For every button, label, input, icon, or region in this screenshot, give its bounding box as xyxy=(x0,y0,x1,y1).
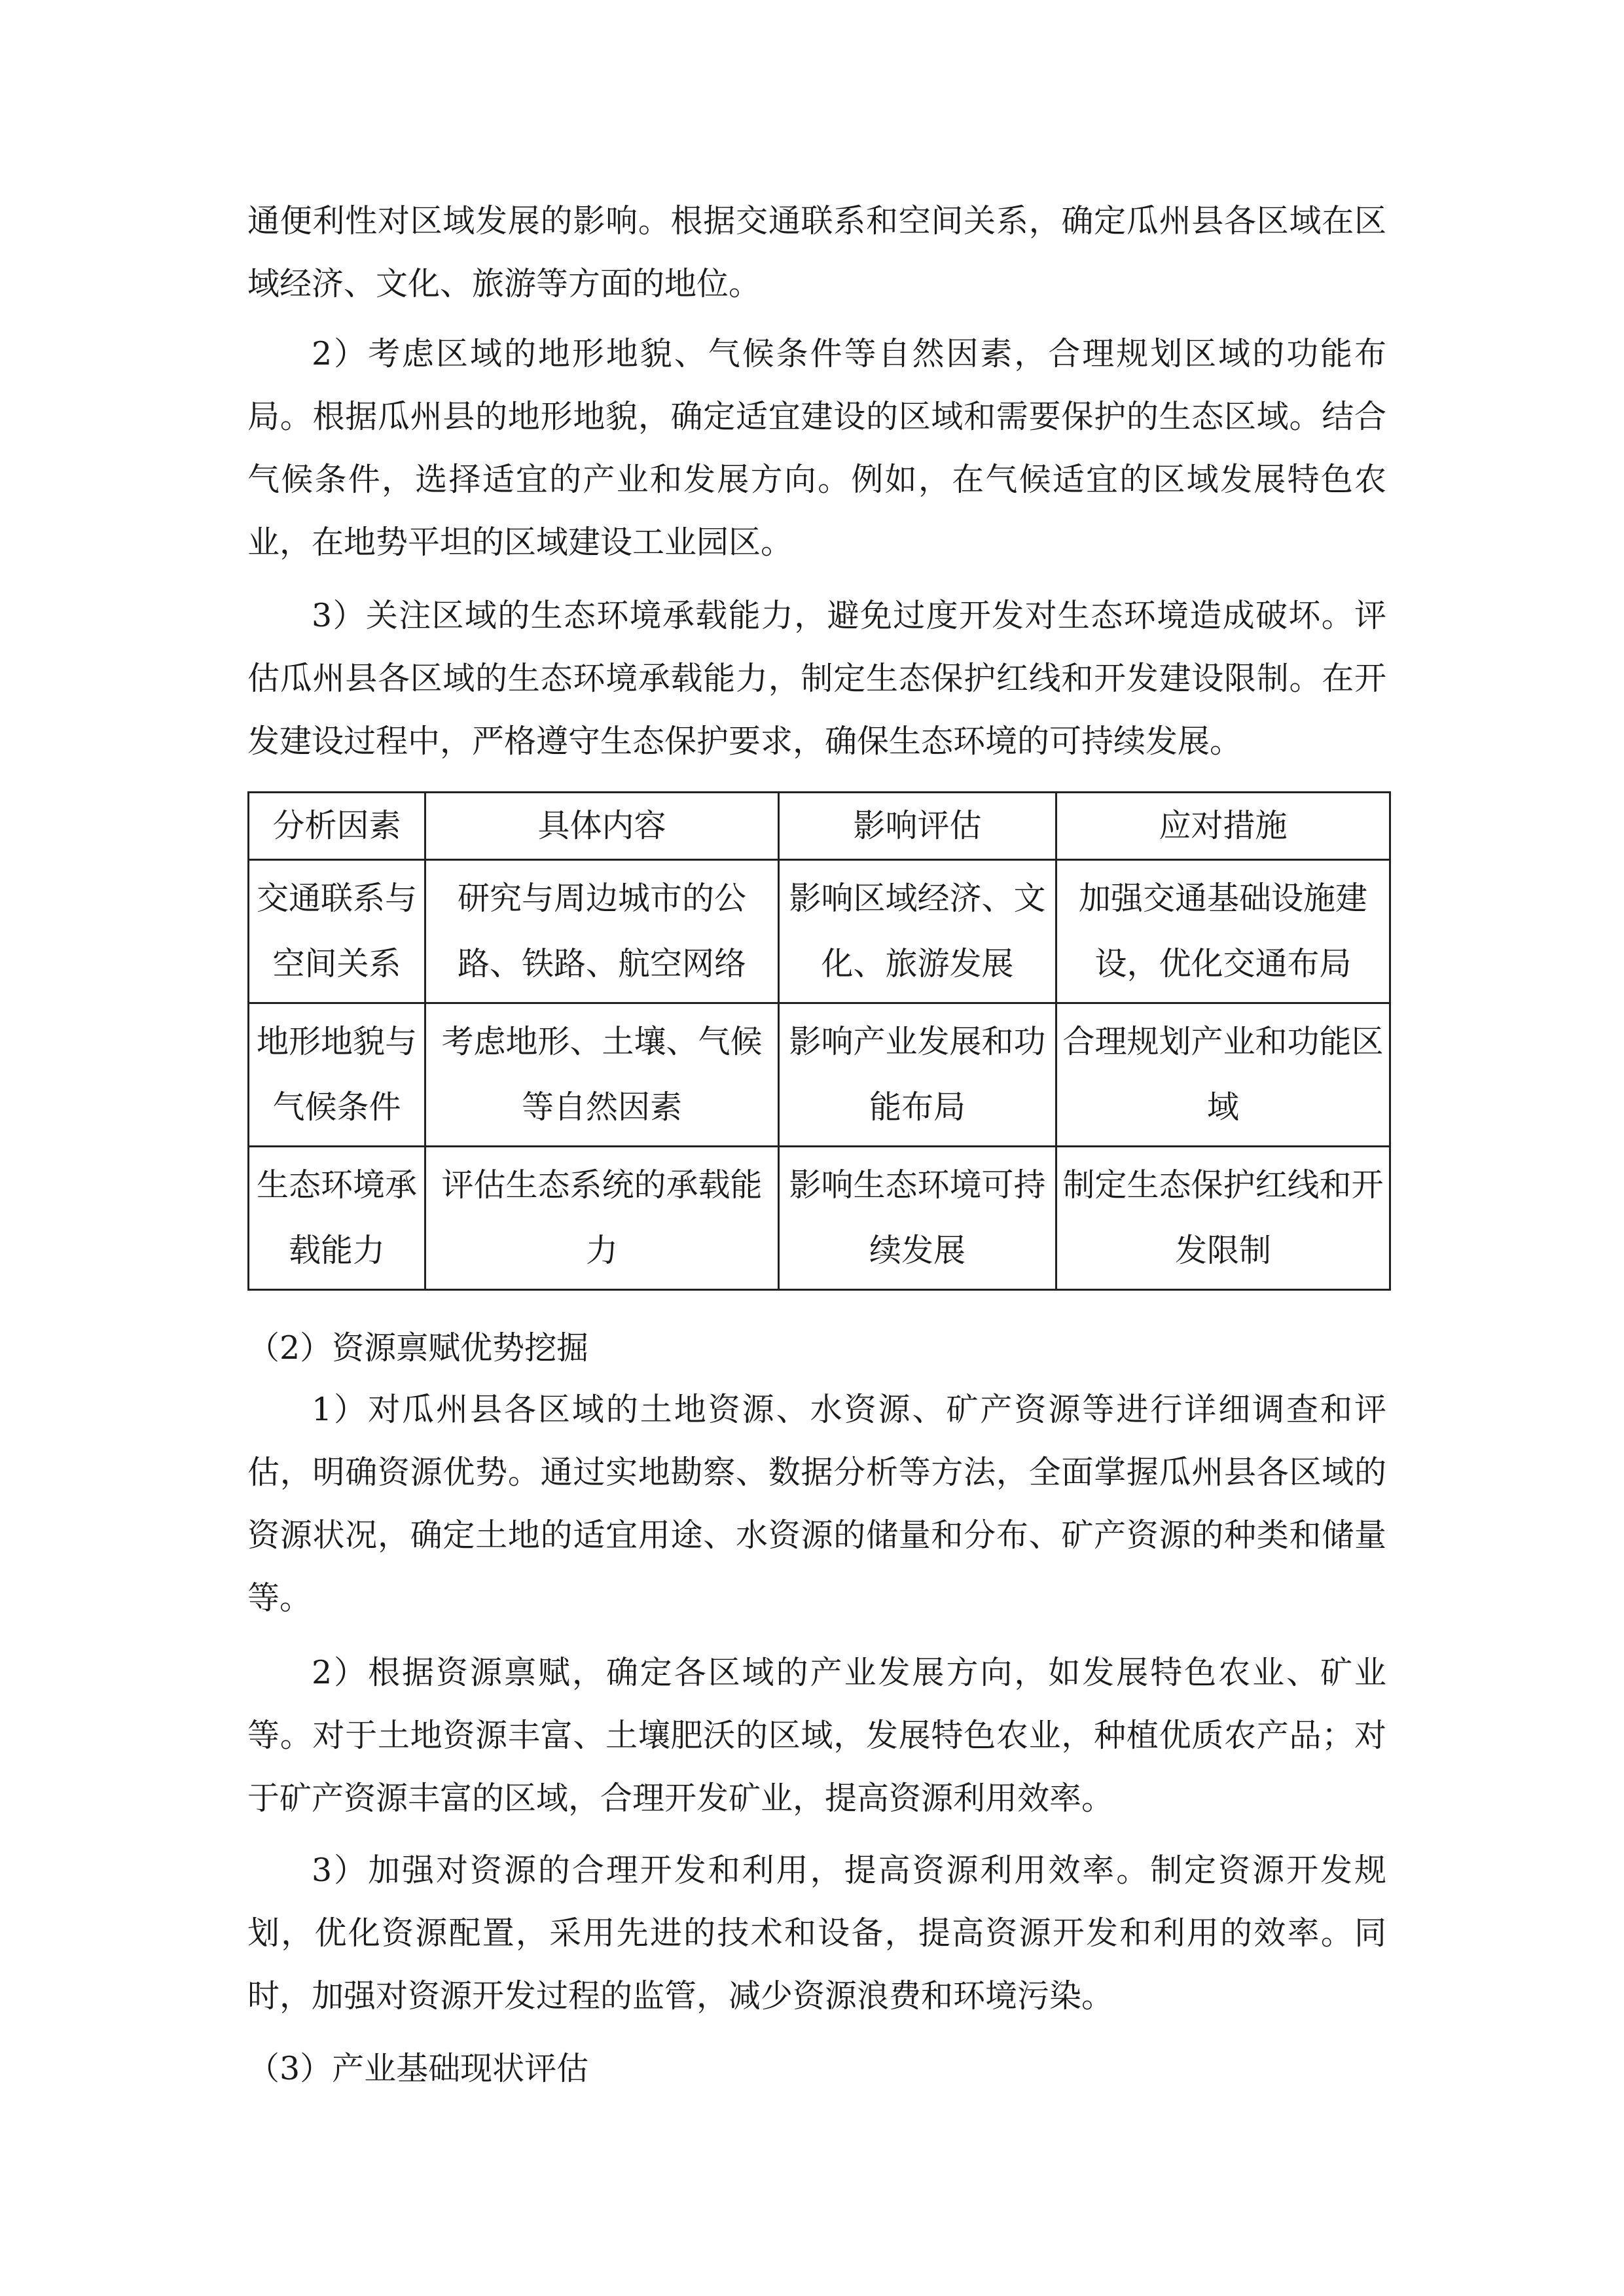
table-row xyxy=(249,1003,1390,1147)
table-cell: 地形地貌与气候条件 xyxy=(249,1003,425,1147)
table-cell: 考虑地形、土壤、气候等自然因素 xyxy=(425,1003,779,1147)
table-row xyxy=(249,860,1390,1003)
table-header-row xyxy=(249,793,1390,860)
paragraph-resource-2: 2）根据资源禀赋，确定各区域的产业发展方向，如发展特色农业、矿业等。对于土地资源丰富、土壤肥沃的区域，发展特色农业，种植优质农产品；对于矿产资源丰富的区域，合理开发矿业，提高资源利用效率。 xyxy=(247,1654,1386,1817)
table-cell: 生态环境承载能力 xyxy=(249,1147,425,1290)
paragraph-item-2-terrain: 2）考虑区域的地形地貌、气候条件等自然因素，合理规划区域的功能布局。根据瓜州县的地形地貌，确定适宜建设的区域和需要保护的生态区域。结合气候条件，选择适宜的产业和发展方向。例如，在气候适宜的区域发展特色农业，在地势平坦的区域建设工业园区。 xyxy=(247,335,1386,561)
table-header-cell: 应对措施 xyxy=(1056,793,1390,860)
table-header-cell: 分析因素 xyxy=(249,793,425,860)
section-heading-3: （3）产业基础现状评估 xyxy=(247,2050,589,2087)
table-cell: 影响生态环境可持续发展 xyxy=(779,1147,1056,1290)
table-header-cell: 具体内容 xyxy=(425,793,779,860)
table-cell: 研究与周边城市的公路、铁路、航空网络 xyxy=(425,860,779,1003)
analysis-table xyxy=(247,791,1391,1291)
table-cell: 评估生态系统的承载能力 xyxy=(425,1147,779,1290)
paragraph-item-3-ecology: 3）关注区域的生态环境承载能力，避免过度开发对生态环境造成破坏。评估瓜州县各区域的生态环境承载能力，制定生态保护红线和开发建设限制。在开发建设过程中，严格遵守生态保护要求，确保生态环境的可持续发展。 xyxy=(247,597,1386,760)
table-cell: 合理规划产业和功能区域 xyxy=(1056,1003,1390,1147)
table-header-cell: 影响评估 xyxy=(779,793,1056,860)
table-cell: 影响产业发展和功能布局 xyxy=(779,1003,1056,1147)
table-cell: 制定生态保护红线和开发限制 xyxy=(1056,1147,1390,1290)
paragraph-resource-3: 3）加强对资源的合理开发和利用，提高资源利用效率。制定资源开发规划，优化资源配置，采用先进的技术和设备，提高资源开发和利用的效率。同时，加强对资源开发过程的监管，减少资源浪费和环境污染。 xyxy=(247,1852,1386,2015)
table-cell: 影响区域经济、文化、旅游发展 xyxy=(779,860,1056,1003)
paragraph-continuation: 通便利性对区域发展的影响。根据交通联系和空间关系，确定瓜州县各区域在区域经济、文化、旅游等方面的地位。 xyxy=(247,202,1386,302)
table-cell: 加强交通基础设施建设，优化交通布局 xyxy=(1056,860,1390,1003)
paragraph-resource-1: 1）对瓜州县各区域的土地资源、水资源、矿产资源等进行详细调查和评估，明确资源优势。通过实地勘察、数据分析等方法，全面掌握瓜州县各区域的资源状况，确定土地的适宜用途、水资源的储量和分布、矿产资源的种类和储量等。 xyxy=(247,1391,1386,1617)
table-cell: 交通联系与空间关系 xyxy=(249,860,425,1003)
section-heading-2: （2）资源禀赋优势挖掘 xyxy=(247,1329,589,1367)
table-row xyxy=(249,1147,1390,1290)
